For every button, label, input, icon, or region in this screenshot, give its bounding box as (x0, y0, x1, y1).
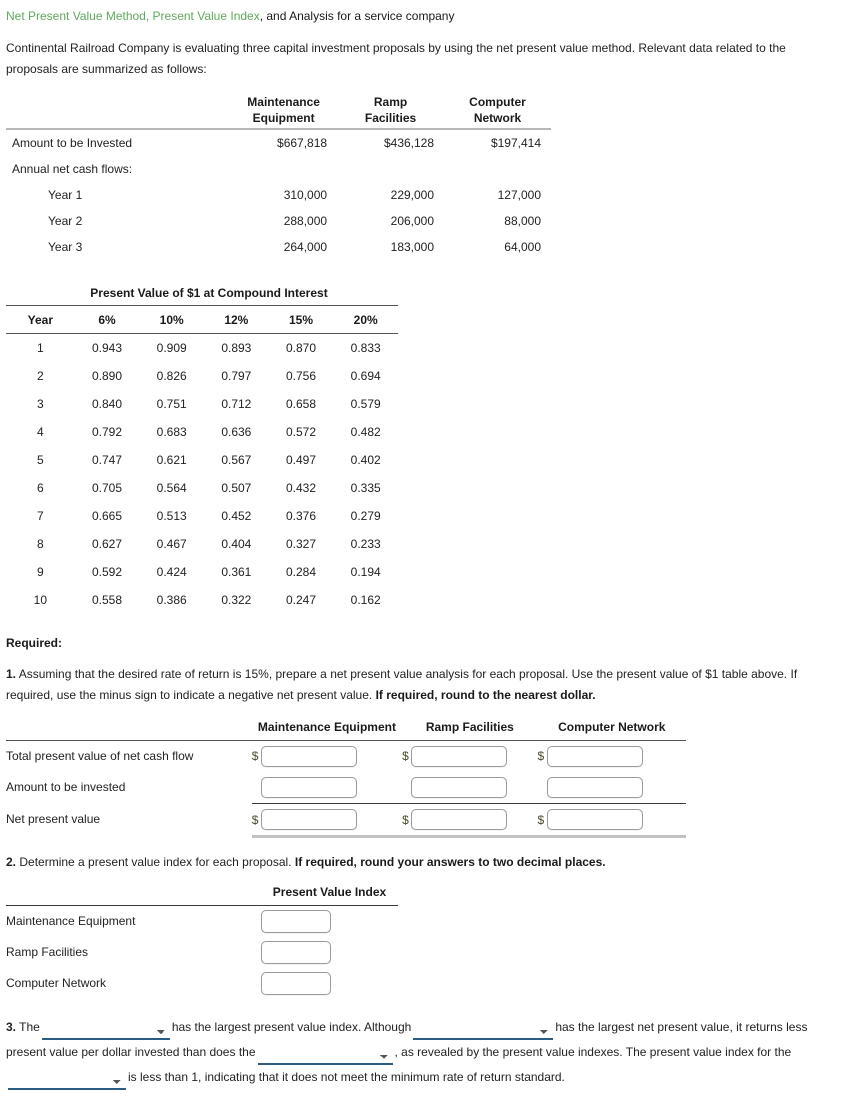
pv-cell-15: 0.432 (285, 481, 316, 495)
pv-cell-10: 0.826 (156, 369, 187, 383)
table-row (6, 968, 398, 999)
npv-header-computer: Computer Network (558, 720, 666, 734)
question-3-seg-2: has the largest present value index. Although (171, 1019, 412, 1034)
header-blank-2 (6, 110, 230, 128)
pv-cell-12: 0.636 (221, 425, 252, 439)
pv-cell-6: 0.943 (92, 341, 123, 355)
table-row (6, 772, 686, 803)
table-row (6, 530, 398, 558)
pv-cell-15: 0.284 (285, 565, 316, 579)
pv-cell-year: 1 (37, 341, 44, 355)
input-total-pv-ramp[interactable] (411, 746, 507, 767)
pv-cell-year: 7 (37, 509, 44, 523)
pv-cell-year: 9 (37, 565, 44, 579)
row-label: Year 3 (48, 240, 83, 254)
pv-header-rate-10: 10% (139, 306, 204, 334)
question-1-number: 1. (6, 667, 17, 681)
row-value-computer: 88,000 (504, 214, 541, 228)
dollar-sign: $ (251, 812, 259, 827)
select-largest-pv-index[interactable] (42, 1024, 170, 1040)
pv-header-rate-6: 6% (75, 306, 140, 334)
npv-bottom-rule (6, 835, 686, 837)
dollar-sign: $ (251, 749, 259, 763)
question-1-text (6, 664, 841, 706)
present-value-index-table (6, 885, 398, 999)
table-header-row-2 (6, 110, 551, 128)
pvi-table-body (6, 905, 398, 999)
pv-cell-6: 0.558 (92, 593, 123, 607)
npv-header-row (6, 720, 686, 739)
pv-cell-10: 0.751 (156, 397, 187, 411)
pv-cell-6: 0.627 (92, 537, 123, 551)
dollar-sign-hidden (252, 780, 261, 794)
pv-cell-year: 3 (37, 397, 44, 411)
pv-cell-15: 0.376 (285, 509, 316, 523)
header-ramp-line1: Ramp (373, 95, 408, 109)
present-value-table-title: Present Value of $1 at Compound Interest (90, 286, 328, 300)
table-row (6, 937, 398, 968)
table-row (6, 182, 551, 208)
question-3-seg-4: , as revealed by the present value indexes. The present value index for the (394, 1044, 792, 1059)
table-row (6, 502, 398, 530)
npv-bottom-rule-line (252, 835, 686, 837)
pvi-cell-computer (261, 968, 398, 999)
npv-cell-ramp-total (402, 740, 537, 772)
row-label: Year 1 (48, 188, 83, 202)
pv-header-year: Year (6, 306, 75, 334)
pv-cell-year: 2 (37, 369, 44, 383)
pv-cell-6: 0.665 (92, 509, 123, 523)
input-pvi-maintenance[interactable] (261, 910, 331, 933)
row-label: Annual net cash flows: (12, 162, 133, 176)
pv-cell-10: 0.683 (156, 425, 187, 439)
pv-cell-20: 0.194 (350, 565, 381, 579)
dollar-sign: $ (537, 749, 545, 763)
pvi-header-index: Present Value Index (272, 885, 387, 899)
row-label: Year 2 (48, 214, 83, 228)
table-row (6, 234, 551, 260)
question-3-number: 3. (6, 1019, 17, 1034)
table-header-row-1 (6, 94, 551, 110)
question-3-seg-3: has the largest net present value, it returns less present value per dollar invested than does the (6, 1019, 808, 1059)
header-maintenance-line2: Equipment (252, 111, 315, 125)
row-value-maintenance: 264,000 (283, 240, 328, 254)
pv-cell-10: 0.386 (156, 593, 187, 607)
row-value-computer: 64,000 (504, 240, 541, 254)
header-ramp-line2: Facilities (364, 111, 417, 125)
npv-cell-ramp-net (402, 804, 537, 836)
pv-cell-15: 0.756 (285, 369, 316, 383)
money-wrapper (402, 777, 537, 798)
proposal-table-body (6, 129, 551, 260)
input-invested-ramp[interactable] (411, 777, 507, 798)
question-1-body: Assuming that the desired rate of return is 15%, prepare a net present value analysis for each proposal. Use the present value of $1 table above. If required, use the minus sign to indicate a negative net present value. (6, 667, 798, 702)
pv-cell-20: 0.402 (350, 453, 381, 467)
select-better-per-dollar[interactable] (258, 1049, 393, 1065)
present-value-table-wrapper (6, 286, 398, 614)
pv-cell-20: 0.162 (350, 593, 381, 607)
proposal-summary-table (6, 94, 551, 260)
pv-cell-15: 0.572 (285, 425, 316, 439)
pv-cell-6: 0.890 (92, 369, 123, 383)
pvi-cell-ramp (261, 937, 398, 968)
dollar-sign-hidden (402, 780, 411, 794)
pv-cell-12: 0.712 (221, 397, 252, 411)
pv-cell-10: 0.621 (156, 453, 187, 467)
pv-table-body (6, 334, 398, 615)
question-3-seg-5: is less than 1, indicating that it does not meet the minimum rate of return standard. (128, 1069, 565, 1084)
npv-bottom-rule-blank (6, 835, 252, 837)
pv-cell-12: 0.507 (221, 481, 252, 495)
pv-cell-12: 0.567 (221, 453, 252, 467)
present-value-of-1-table (6, 305, 398, 614)
select-largest-npv[interactable] (413, 1024, 553, 1040)
input-pvi-ramp[interactable] (261, 941, 331, 964)
table-row (6, 446, 398, 474)
page-title-green-2: Present Value Index (152, 9, 260, 23)
pv-cell-10: 0.564 (156, 481, 187, 495)
npv-cell-maintenance-invested (252, 772, 402, 803)
table-row (6, 418, 398, 446)
table-row (6, 129, 551, 156)
table-row (6, 586, 398, 614)
row-value-computer: $197,414 (490, 136, 541, 150)
dollar-sign: $ (537, 812, 545, 827)
pv-cell-20: 0.482 (350, 425, 381, 439)
row-label: Amount to be Invested (12, 136, 133, 150)
header-computer-line2: Network (473, 111, 522, 125)
pv-cell-6: 0.840 (92, 397, 123, 411)
money-wrapper (252, 777, 402, 798)
question-2-text (6, 852, 841, 873)
pv-cell-12: 0.404 (221, 537, 252, 551)
pvi-header-row (6, 885, 398, 904)
table-row (6, 362, 398, 390)
money-wrapper (538, 777, 686, 798)
pv-cell-year: 5 (37, 453, 44, 467)
row-value-maintenance (230, 156, 337, 182)
npv-header-maintenance: Maintenance Equipment (257, 720, 396, 734)
npv-analysis-table (6, 720, 686, 838)
table-row (6, 334, 398, 363)
table-row (6, 740, 686, 772)
intro-paragraph: Continental Railroad Company is evaluating three capital investment proposals by using the net present value method. Relevant data related to the proposals are summarized as follows: (6, 41, 786, 76)
npv-table-body (6, 740, 686, 837)
pv-cell-15: 0.247 (285, 593, 316, 607)
pv-cell-15: 0.497 (285, 453, 316, 467)
pv-cell-20: 0.335 (350, 481, 381, 495)
input-total-pv-maintenance[interactable] (261, 746, 357, 767)
row-value-computer: 127,000 (497, 188, 541, 202)
pv-cell-year: 4 (37, 425, 44, 439)
page-title-green-1: Net Present Value Method, (6, 9, 153, 23)
pv-cell-10: 0.909 (156, 341, 187, 355)
money-wrapper (252, 809, 402, 830)
npv-cell-maintenance-total (252, 740, 402, 772)
pvi-header-blank (6, 885, 261, 904)
pv-cell-10: 0.424 (156, 565, 187, 579)
row-value-ramp: 206,000 (390, 214, 435, 228)
input-net-pv-ramp[interactable] (411, 809, 507, 830)
npv-header-blank (6, 720, 252, 739)
question-2-body: Determine a present value index for each proposal. (19, 855, 295, 869)
row-value-ramp (337, 156, 444, 182)
pv-cell-year: 6 (37, 481, 44, 495)
npv-header-ramp: Ramp Facilities (425, 720, 514, 734)
input-net-pv-maintenance[interactable] (261, 809, 357, 830)
pv-cell-20: 0.233 (350, 537, 381, 551)
input-pvi-computer[interactable] (261, 972, 331, 995)
npv-cell-ramp-invested (402, 772, 537, 803)
table-row (6, 558, 398, 586)
question-1-bold: If required, round to the nearest dollar. (375, 688, 596, 702)
pv-header-row (6, 306, 398, 334)
pvi-row-label-computer: Computer Network (6, 976, 107, 990)
money-wrapper (402, 809, 537, 830)
pv-cell-10: 0.513 (156, 509, 187, 523)
dollar-sign: $ (402, 749, 409, 763)
dollar-sign: $ (402, 812, 409, 827)
page-title-black: , and Analysis for a service company (259, 9, 455, 23)
row-value-maintenance: 288,000 (283, 214, 328, 228)
money-wrapper (538, 746, 686, 767)
money-wrapper (538, 809, 686, 830)
pv-cell-20: 0.579 (350, 397, 381, 411)
header-maintenance-line1: Maintenance (247, 95, 320, 109)
select-below-threshold[interactable] (8, 1074, 126, 1090)
pv-cell-year: 10 (33, 593, 48, 607)
pv-cell-12: 0.452 (221, 509, 252, 523)
row-value-maintenance: 310,000 (283, 188, 328, 202)
table-row (6, 156, 551, 182)
table-row (6, 905, 398, 937)
pvi-row-label-ramp: Ramp Facilities (6, 945, 89, 959)
pv-cell-15: 0.327 (285, 537, 316, 551)
input-invested-computer[interactable] (547, 777, 643, 798)
header-computer-line1: Computer (469, 95, 526, 109)
table-row (6, 390, 398, 418)
pv-cell-20: 0.833 (350, 341, 381, 355)
page-title (6, 8, 841, 24)
pv-cell-12: 0.893 (221, 341, 252, 355)
row-value-ramp: $436,128 (383, 136, 435, 150)
input-total-pv-computer[interactable] (547, 746, 643, 767)
pv-cell-year: 8 (37, 537, 44, 551)
pv-header-rate-15: 15% (269, 306, 334, 334)
pv-header-rate-20: 20% (333, 306, 398, 334)
question-3-seg-1: The (19, 1019, 40, 1034)
pv-cell-6: 0.705 (92, 481, 123, 495)
row-value-ramp: 183,000 (390, 240, 435, 254)
pv-cell-12: 0.797 (221, 369, 252, 383)
pv-cell-15: 0.870 (285, 341, 316, 355)
table-row (6, 804, 686, 836)
pv-cell-20: 0.694 (350, 369, 381, 383)
npv-row-label-amount-invested: Amount to be invested (6, 780, 126, 794)
npv-cell-computer-net (538, 804, 686, 836)
npv-row-label-net-pv: Net present value (6, 812, 101, 827)
npv-row-label-total-pv: Total present value of net cash flow (6, 749, 194, 763)
table-row (6, 208, 551, 234)
npv-cell-computer-invested (538, 772, 686, 803)
row-value-ramp: 229,000 (390, 188, 435, 202)
pv-cell-6: 0.792 (92, 425, 123, 439)
dollar-sign-hidden (538, 780, 547, 794)
row-value-maintenance: $667,818 (277, 136, 328, 150)
required-heading: Required: (6, 636, 63, 650)
table-row (6, 474, 398, 502)
money-wrapper (252, 746, 402, 767)
pv-cell-6: 0.592 (92, 565, 123, 579)
header-blank (6, 94, 230, 110)
pv-header-rate-12: 12% (204, 306, 269, 334)
pvi-row-label-maintenance: Maintenance Equipment (6, 914, 136, 928)
pv-cell-20: 0.279 (350, 509, 381, 523)
question-3-text (6, 1015, 841, 1090)
pv-cell-15: 0.658 (285, 397, 316, 411)
input-invested-maintenance[interactable] (261, 777, 357, 798)
money-wrapper (402, 746, 537, 767)
pv-cell-6: 0.747 (92, 453, 123, 467)
pv-cell-10: 0.467 (156, 537, 187, 551)
row-value-computer (444, 156, 551, 182)
input-net-pv-computer[interactable] (547, 809, 643, 830)
pv-cell-12: 0.361 (221, 565, 252, 579)
question-2-number: 2. (6, 855, 17, 869)
npv-cell-maintenance-net (252, 804, 402, 836)
question-2-bold: If required, round your answers to two decimal places. (294, 855, 606, 869)
pv-cell-12: 0.322 (221, 593, 252, 607)
pvi-cell-maintenance (261, 905, 398, 937)
npv-cell-computer-total (538, 740, 686, 772)
